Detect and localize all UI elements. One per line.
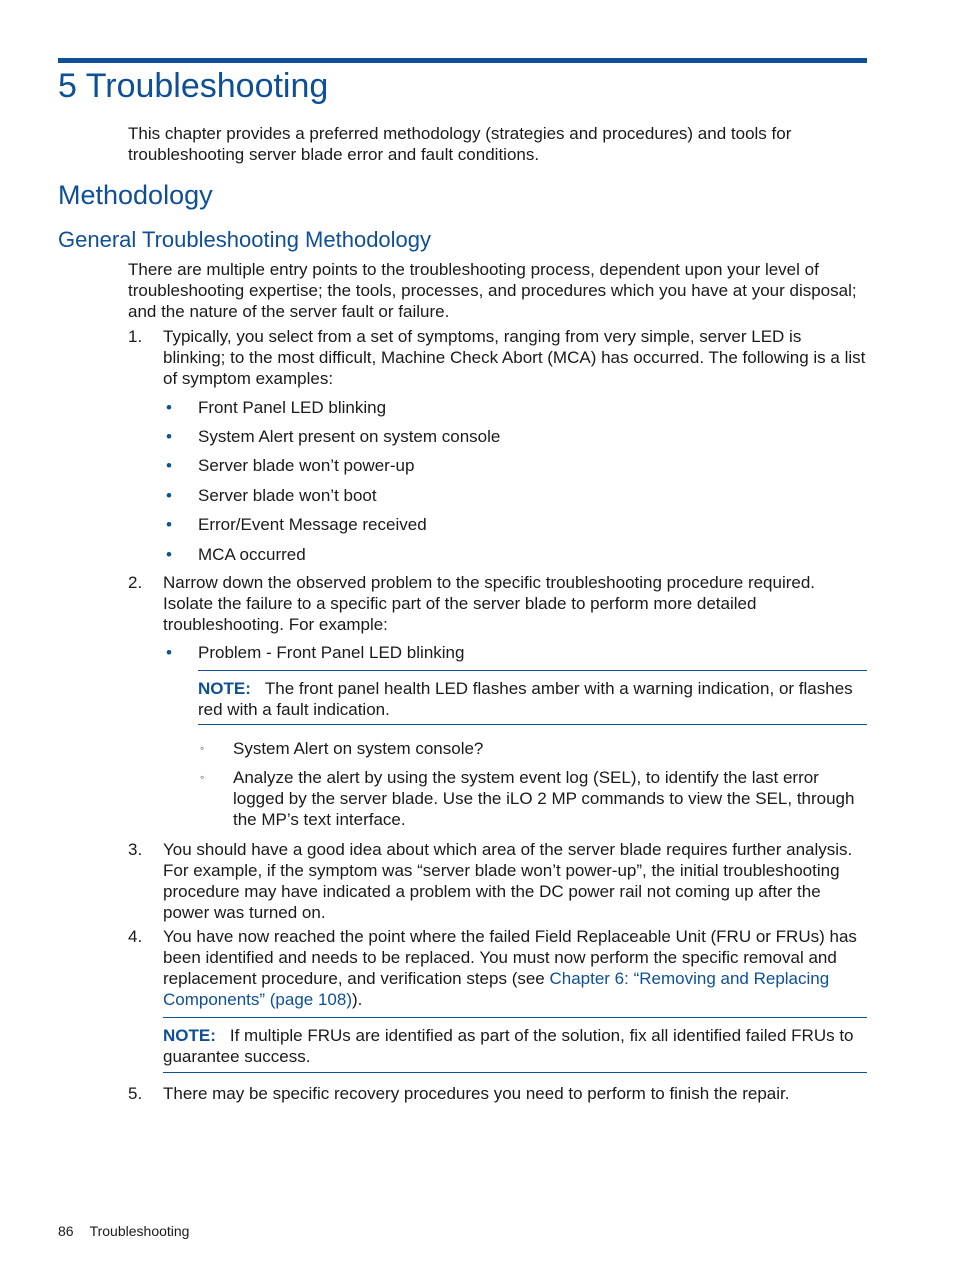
bullet-icon: • bbox=[166, 545, 172, 564]
list-item: Front Panel LED blinking bbox=[198, 398, 387, 417]
list-item: Server blade won’t power-up bbox=[198, 456, 415, 475]
sub-list-item: Analyze the alert by using the system event log (SEL), to identify the last error logged by the server blade. Use the iLO 2 MP commands to view the SEL, through the MP’s text interface. bbox=[233, 768, 855, 829]
footer-section: Troubleshooting bbox=[89, 1223, 190, 1239]
step-number: 1. bbox=[128, 327, 143, 346]
step-text bbox=[163, 926, 868, 1010]
note-text: The front panel health LED flashes amber with a warning indication, or flashes red with a fault indication. bbox=[198, 679, 853, 719]
step-text: Typically, you select from a set of symptoms, ranging from very simple, server LED is blinking; to the most difficult, Machine Check Abort (MCA) has occurred. The following is a list of symptom examples: bbox=[163, 327, 866, 388]
note-text: If multiple FRUs are identified as part of the solution, fix all identified failed FRUs to guarantee success. bbox=[163, 1026, 854, 1066]
page-number: 86 bbox=[58, 1223, 74, 1239]
step-number: 2. bbox=[128, 573, 143, 592]
sub-list-item: System Alert on system console? bbox=[233, 739, 484, 758]
note-box bbox=[163, 1017, 867, 1073]
step-number: 4. bbox=[128, 927, 143, 946]
bullet-icon: • bbox=[166, 486, 172, 505]
note-box bbox=[198, 670, 867, 725]
chapter-rule bbox=[58, 58, 867, 63]
step-text-after: ). bbox=[352, 990, 363, 1009]
chapter-6-link[interactable]: Chapter 6: “Removing and Replacing Components” (page 108) bbox=[163, 969, 830, 1009]
chapter-intro: This chapter provides a preferred methodology (strategies and procedures) and tools for troubleshooting server blade error and fault conditions. bbox=[128, 124, 792, 164]
sub-bullet-icon: ◦ bbox=[200, 770, 205, 784]
note-label: NOTE: bbox=[198, 679, 251, 698]
list-item: Error/Event Message received bbox=[198, 515, 427, 534]
step-text-before: You have now reached the point where the failed Field Replaceable Unit (FRU or FRUs) has been identified and needs to be replaced. You must now perform the specific removal and replacement procedure, and verification steps (see bbox=[163, 927, 857, 988]
bullet-icon: • bbox=[166, 427, 172, 446]
bullet-icon: • bbox=[166, 643, 172, 662]
bullet-icon: • bbox=[166, 398, 172, 417]
bullet-icon: • bbox=[166, 456, 172, 475]
subsection-title: General Troubleshooting Methodology bbox=[58, 227, 432, 252]
list-item: Server blade won’t boot bbox=[198, 486, 377, 505]
step-text: Narrow down the observed problem to the specific troubleshooting procedure required. Isolate the failure to a specific part of the server blade to perform more detailed troubleshooting. For example: bbox=[163, 573, 816, 634]
bullet-icon: • bbox=[166, 515, 172, 534]
section-title: Methodology bbox=[58, 180, 213, 210]
sub-bullet-icon: ◦ bbox=[200, 741, 205, 755]
step-text: You should have a good idea about which area of the server blade requires further analysis. For example, if the symptom was “server blade won’t power-up”, the initial troubleshooting procedure may have indicated a problem with the DC power rail not coming up after the power was turned on. bbox=[163, 840, 853, 922]
subsection-intro: There are multiple entry points to the troubleshooting process, dependent upon your level of troubleshooting expertise; the tools, processes, and procedures which you have at your disposal; and the nature of the server fault or failure. bbox=[128, 260, 857, 321]
list-item: System Alert present on system console bbox=[198, 427, 501, 446]
list-item: MCA occurred bbox=[198, 545, 306, 564]
step-number: 3. bbox=[128, 840, 143, 859]
step-text: There may be specific recovery procedures you need to perform to finish the repair. bbox=[163, 1084, 790, 1103]
note-label: NOTE: bbox=[163, 1026, 216, 1045]
page-footer bbox=[58, 1222, 189, 1240]
list-item: Problem - Front Panel LED blinking bbox=[198, 643, 465, 662]
step-number: 5. bbox=[128, 1084, 143, 1103]
chapter-title: 5 Troubleshooting bbox=[58, 67, 329, 105]
